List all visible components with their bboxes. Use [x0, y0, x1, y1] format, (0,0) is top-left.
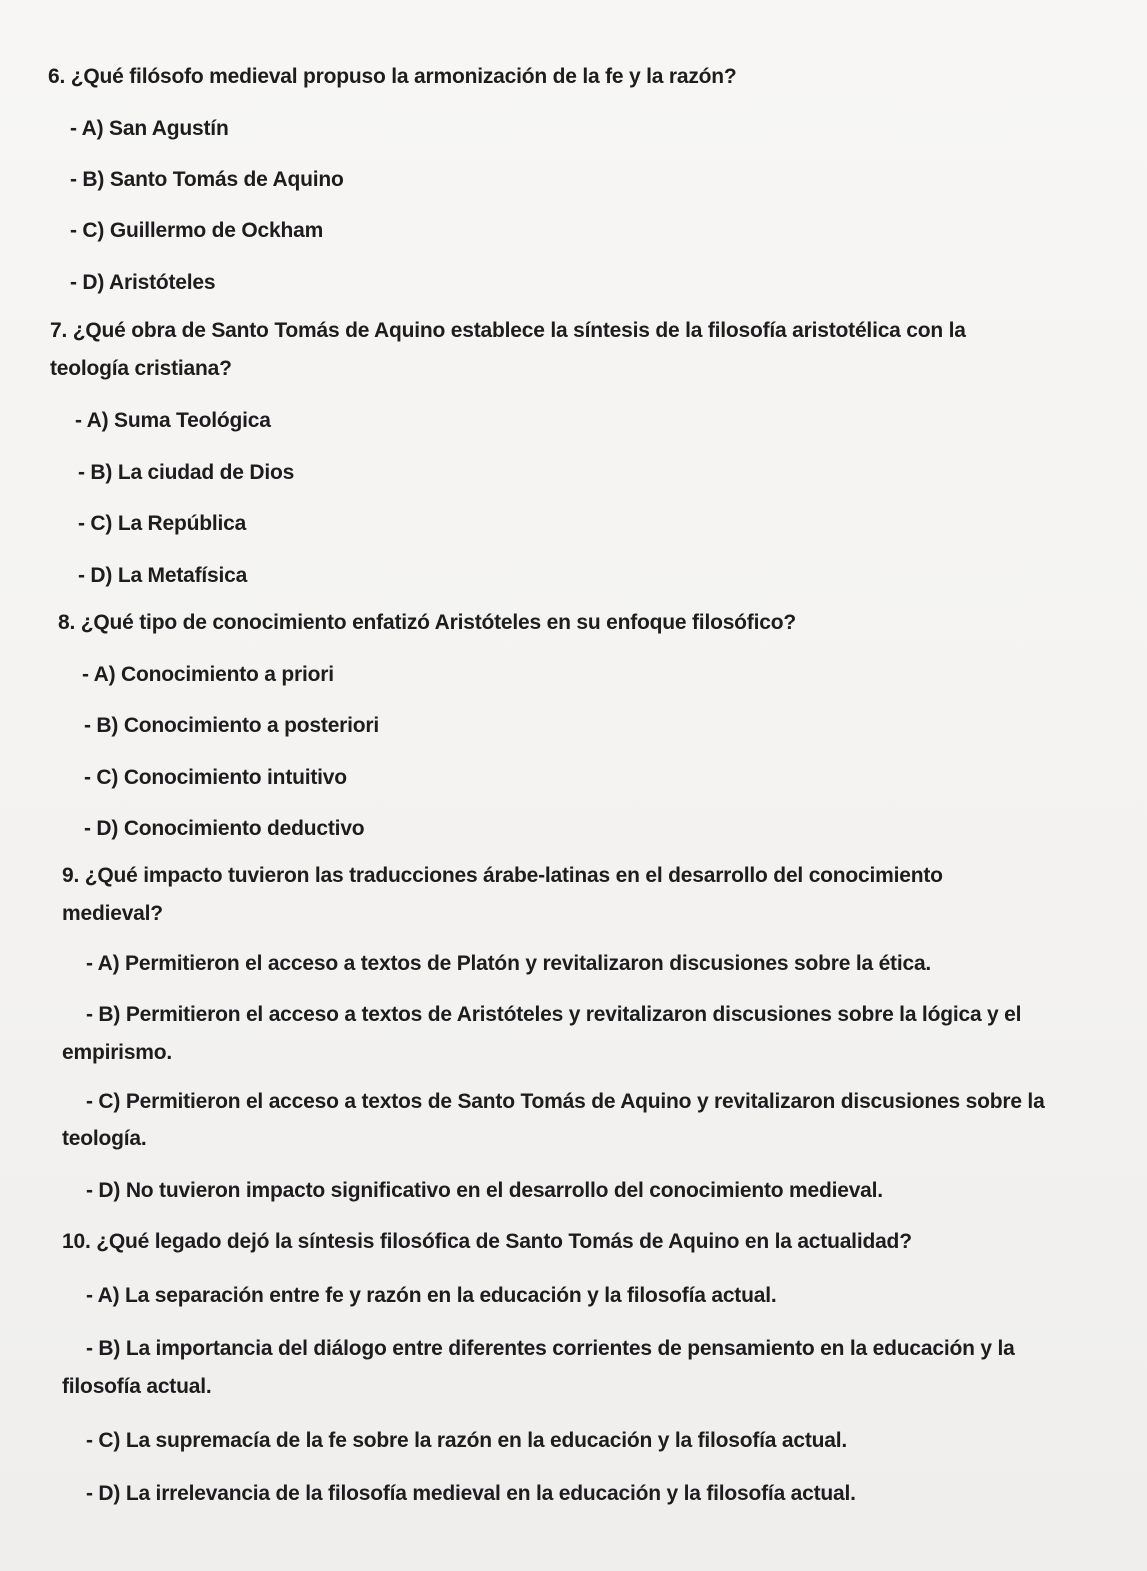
q6-option-d: - D) Aristóteles — [70, 271, 216, 294]
q10-option-c: - C) La supremacía de la fe sobre la razón en la educación y la filosofía actual. — [86, 1429, 848, 1452]
q6-option-c: - C) Guillermo de Ockham — [70, 219, 324, 242]
q6-option-b: - B) Santo Tomás de Aquino — [70, 168, 344, 191]
question-number: 9. — [62, 864, 80, 887]
q9-option-c-line1: - C) Permitieron el acceso a textos de Santo Tomás de Aquino y revitalizaron discusiones sobre la — [86, 1090, 1045, 1113]
question-number: 7. — [50, 319, 68, 342]
q10-option-a: - A) La separación entre fe y razón en la educación y la filosofía actual. — [86, 1284, 777, 1307]
question-text-line1: ¿Qué obra de Santo Tomás de Aquino establece la síntesis de la filosofía aristotélica con la — [72, 319, 966, 342]
question-text: ¿Qué filósofo medieval propuso la armonización de la fe y la razón? — [70, 65, 737, 88]
question-9-continuation: medieval? — [62, 902, 163, 925]
q8-option-b: - B) Conocimiento a posteriori — [84, 714, 380, 737]
question-8 — [58, 610, 796, 636]
question-number: 8. — [58, 611, 76, 634]
q9-option-a: - A) Permitieron el acceso a textos de Platón y revitalizaron discusiones sobre la ética. — [86, 952, 932, 975]
question-10 — [62, 1229, 912, 1255]
q10-option-d: - D) La irrelevancia de la filosofía medieval en la educación y la filosofía actual. — [86, 1482, 856, 1505]
q6-option-a: - A) San Agustín — [70, 117, 229, 140]
q7-option-d: - D) La Metafísica — [78, 564, 248, 587]
question-text: ¿Qué tipo de conocimiento enfatizó Aristóteles en su enfoque filosófico? — [80, 611, 796, 634]
q9-option-b-line2: empirismo. — [62, 1041, 173, 1064]
q9-option-c-line2: teología. — [62, 1127, 147, 1150]
question-7-continuation: teología cristiana? — [50, 357, 232, 380]
q10-option-b-line2: filosofía actual. — [62, 1375, 212, 1398]
q8-option-a: - A) Conocimiento a priori — [82, 663, 334, 686]
q7-option-b: - B) La ciudad de Dios — [78, 461, 295, 484]
question-number: 6. — [48, 65, 66, 88]
question-9 — [62, 863, 943, 889]
q9-option-b-line1: - B) Permitieron el acceso a textos de Aristóteles y revitalizaron discusiones sobre la lógica y el — [86, 1003, 1022, 1026]
question-number: 10. — [62, 1230, 91, 1253]
q7-option-a: - A) Suma Teológica — [75, 409, 271, 432]
q7-option-c: - C) La República — [78, 512, 247, 535]
q8-option-c: - C) Conocimiento intuitivo — [84, 766, 347, 789]
q8-option-d: - D) Conocimiento deductivo — [84, 817, 365, 840]
question-6 — [48, 64, 737, 90]
question-7 — [50, 318, 966, 344]
question-text-line1: ¿Qué impacto tuvieron las traducciones árabe-latinas en el desarrollo del conocimiento — [84, 864, 943, 887]
question-text: ¿Qué legado dejó la síntesis filosófica de Santo Tomás de Aquino en la actualidad? — [96, 1230, 912, 1253]
q10-option-b-line1: - B) La importancia del diálogo entre diferentes corrientes de pensamiento en la educación y la — [86, 1337, 1015, 1360]
q9-option-d: - D) No tuvieron impacto significativo en el desarrollo del conocimiento medieval. — [86, 1179, 883, 1202]
